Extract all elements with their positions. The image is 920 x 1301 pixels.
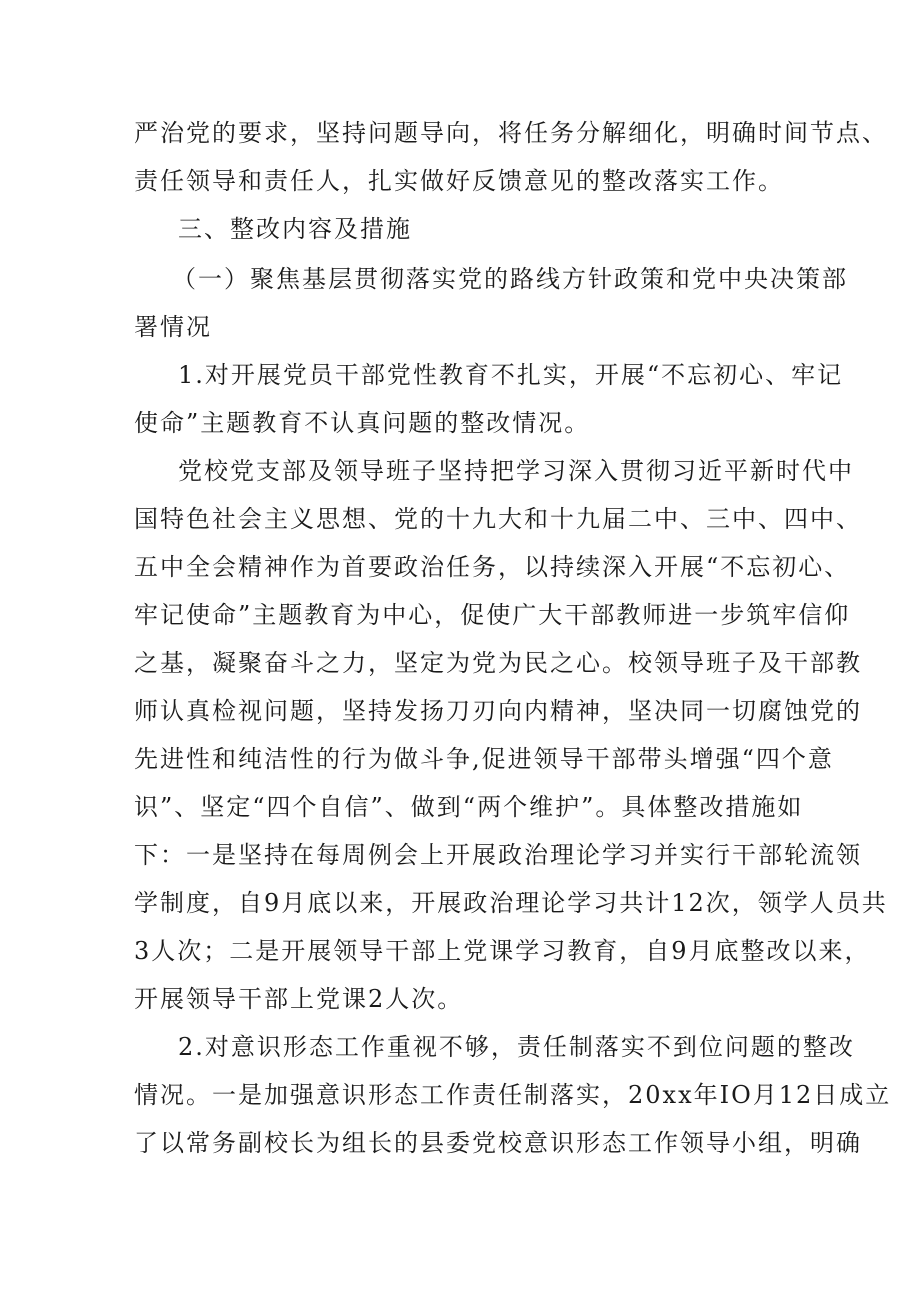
section-heading: 三、整改内容及措施: [178, 215, 412, 243]
paragraph-line-4: 牢记使命”主题教育为中心，促使广大干部教师进一步筑牢信仰: [134, 601, 851, 629]
paragraph-line-6: 师认真检视问题，坚持发扬刀刃向内精神，坚决同一切腐蚀党的: [134, 697, 862, 725]
paragraph-line-1: 党校党支部及领导班子坚持把学习深入贯彻习近平新时代中: [178, 457, 854, 485]
text-line-2: 责任领导和责任人，扎实做好反馈意见的整改落实工作。: [134, 167, 784, 195]
item-2-line-2: 情况。一是加强意识形态工作责任制落实，20xx年IO月12日成立: [134, 1081, 892, 1109]
paragraph-line-2: 国特色社会主义思想、党的十九大和十九届二中、三中、四中、: [134, 505, 862, 533]
item-heading-1-cont: 使命”主题教育不认真问题的整改情况。: [134, 409, 591, 437]
paragraph-line-11: 3人次；二是开展领导干部上党课学习教育，自9月底整改以来，: [134, 937, 871, 965]
paragraph-line-7: 先进性和纯洁性的行为做斗争,促进领导干部带头增强“四个意: [134, 745, 834, 773]
paragraph-line-12: 开展领导干部上党课2人次。: [134, 985, 464, 1013]
subsection-heading-1: （一）聚焦基层贯彻落实党的路线方针政策和党中央决策部: [172, 265, 848, 293]
paragraph-line-10: 学制度，自9月底以来，开展政治理论学习共计12次，领学人员共: [134, 889, 888, 917]
item-2-line-3: 了以常务副校长为组长的县委党校意识形态工作领导小组，明确: [134, 1129, 862, 1157]
item-heading-2: 2.对意识形态工作重视不够，责任制落实不到位问题的整改: [178, 1033, 855, 1061]
paragraph-line-3: 五中全会精神作为首要政治任务，以持续深入开展“不忘初心、: [134, 553, 851, 581]
paragraph-line-9: 下：一是坚持在每周例会上开展政治理论学习并实行干部轮流领: [134, 841, 862, 869]
paragraph-line-8: 识”、坚定“四个自信”、做到“两个维护”。具体整改措施如: [134, 793, 804, 821]
subsection-heading-1-cont: 署情况: [134, 313, 212, 341]
text-line-1: 严治党的要求，坚持问题导向，将任务分解细化，明确时间节点、: [134, 119, 888, 147]
item-heading-1: 1.对开展党员干部党性教育不扎实，开展“不忘初心、牢记: [178, 361, 844, 389]
paragraph-line-5: 之基，凝聚奋斗之力，坚定为党为民之心。校领导班子及干部教: [134, 649, 862, 677]
